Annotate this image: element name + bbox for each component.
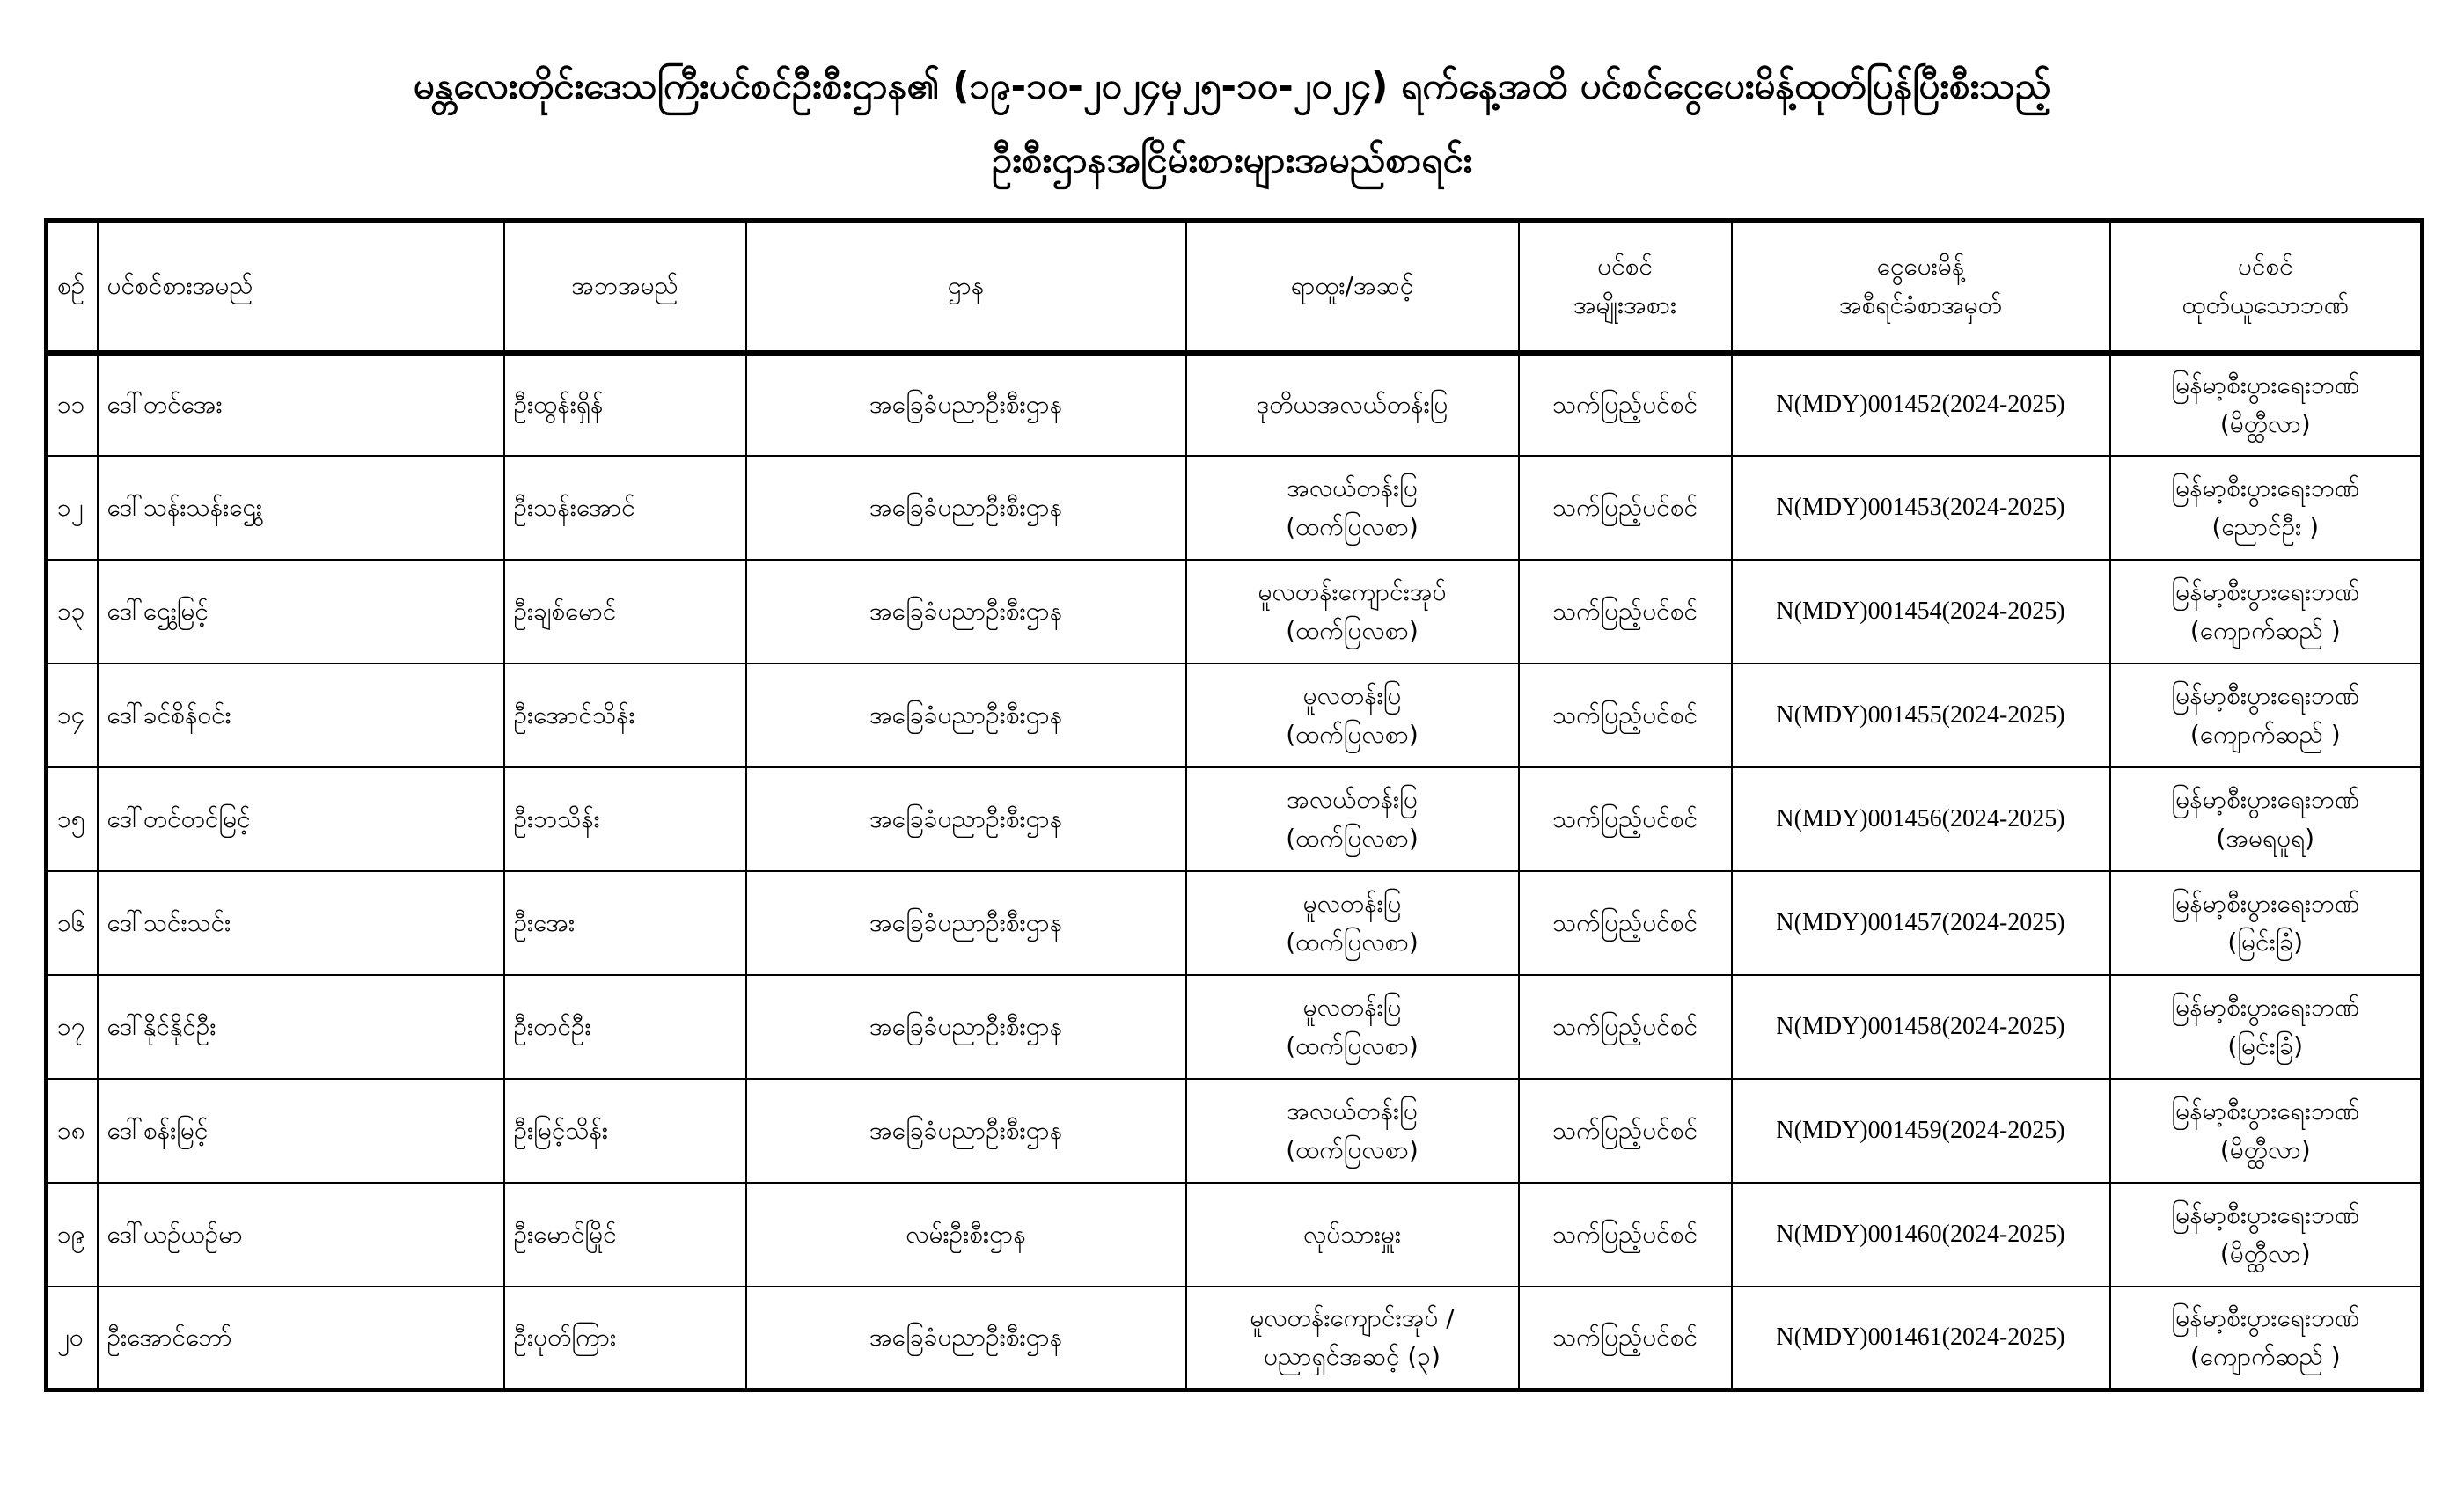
rank-line-1: မူလတန်းပြ [1302, 681, 1402, 711]
father-name: ဦးမောင်မြိုင် [504, 1183, 746, 1287]
rank [1186, 767, 1519, 871]
rank-line-1: အလယ်တန်းပြ [1287, 473, 1418, 503]
bank-name: မြန်မာ့စီးပွားရေးဘဏ် [2171, 370, 2360, 400]
permit-number: N(MDY)001457(2024-2025) [1732, 871, 2110, 975]
table-row [47, 871, 2423, 975]
rank-line-2: (ထက်ပြလစာ) [1286, 824, 1419, 853]
pensioner-name: ဒေါ်ခင်စိန်ဝင်း [98, 664, 504, 767]
bank [2110, 456, 2423, 560]
table-row [47, 1287, 2423, 1390]
header-bank-line-2: ထုတ်ယူသောဘဏ် [2182, 290, 2349, 320]
department: အခြေခံပညာဦးစီးဌာန [746, 664, 1186, 767]
department: လမ်းဦးစီးဌာန [746, 1183, 1186, 1287]
header-no: စဉ် [47, 221, 98, 353]
bank-name: မြန်မာ့စီးပွားရေးဘဏ် [2171, 681, 2360, 711]
rank-line-1: မူလတန်းကျောင်းအုပ် / [1250, 1302, 1455, 1332]
bank-name: မြန်မာ့စီးပွားရေးဘဏ် [2171, 992, 2360, 1022]
row-number: ၁၂ [47, 456, 98, 560]
department: အခြေခံပညာဦးစီးဌာန [746, 353, 1186, 457]
bank-branch: (မိတ္ထီလာ) [2219, 1134, 2311, 1164]
rank-line-2: (ထက်ပြလစာ) [1286, 1134, 1419, 1164]
pensioner-table [44, 218, 2424, 1392]
pension-type: သက်ပြည့်ပင်စင် [1519, 871, 1732, 975]
pension-type: သက်ပြည့်ပင်စင် [1519, 1183, 1732, 1287]
pensioner-name: ဦးအောင်ဘော် [98, 1287, 504, 1390]
permit-number: N(MDY)001456(2024-2025) [1732, 767, 2110, 871]
row-number: ၁၇ [47, 975, 98, 1079]
pensioner-name: ဒေါ်သင်းသင်း [98, 871, 504, 975]
bank [2110, 664, 2423, 767]
department: အခြေခံပညာဦးစီးဌာန [746, 871, 1186, 975]
rank-line-1: အလယ်တန်းပြ [1287, 785, 1418, 814]
pension-type: သက်ပြည့်ပင်စင် [1519, 767, 1732, 871]
permit-number: N(MDY)001458(2024-2025) [1732, 975, 2110, 1079]
father-name: ဦးပုတ်ကြား [504, 1287, 746, 1390]
header-department: ဌာန [746, 221, 1186, 353]
rank-line-1: မူလတန်းပြ [1302, 888, 1402, 918]
header-pension-type-line-1: ပင်စင် [1597, 252, 1653, 282]
rank-line-1: အလယ်တန်းပြ [1287, 1096, 1418, 1126]
department: အခြေခံပညာဦးစီးဌာန [746, 1079, 1186, 1183]
bank-name: မြန်မာ့စီးပွားရေးဘဏ် [2171, 785, 2360, 814]
permit-number: N(MDY)001461(2024-2025) [1732, 1287, 2110, 1390]
bank-branch: (မိတ္ထီလာ) [2219, 409, 2311, 439]
bank-branch: (ညောင်ဦး ) [2211, 512, 2320, 542]
table-row [47, 456, 2423, 560]
department: အခြေခံပညာဦးစီးဌာန [746, 560, 1186, 664]
header-bank-line-1: ပင်စင် [2237, 252, 2293, 282]
pension-type: သက်ပြည့်ပင်စင် [1519, 353, 1732, 457]
department: အခြေခံပညာဦးစီးဌာန [746, 767, 1186, 871]
bank-name: မြန်မာ့စီးပွားရေးဘဏ် [2171, 1199, 2360, 1229]
bank [2110, 975, 2423, 1079]
document-title-line-2: ဦးစီးဌာနအငြိမ်းစားများအမည်စာရင်း [991, 138, 1473, 181]
department: အခြေခံပညာဦးစီးဌာန [746, 975, 1186, 1079]
header-permit-line-1: ငွေပေးမိန့် [1876, 252, 1965, 282]
table-body [47, 353, 2423, 1390]
rank-line-2: (ထက်ပြလစာ) [1286, 927, 1419, 957]
rank-line-2: (ထက်ပြလစာ) [1286, 616, 1419, 646]
rank [1186, 1287, 1519, 1390]
header-pension-type-line-2: အမျိုးအစား [1573, 290, 1677, 320]
row-number: ၁၆ [47, 871, 98, 975]
department: အခြေခံပညာဦးစီးဌာန [746, 1287, 1186, 1390]
table-row [47, 1079, 2423, 1183]
bank [2110, 871, 2423, 975]
row-number: ၁၅ [47, 767, 98, 871]
header-permit-line-2: အစီရင်ခံစာအမှတ် [1838, 290, 2003, 320]
rank [1186, 353, 1519, 457]
rank-line-2: (ထက်ပြလစာ) [1286, 512, 1419, 542]
bank-name: မြန်မာ့စီးပွားရေးဘဏ် [2171, 577, 2360, 607]
bank-branch: (မြင်းခြံ) [2227, 1030, 2304, 1060]
row-number: ၁၈ [47, 1079, 98, 1183]
rank [1186, 664, 1519, 767]
rank [1186, 456, 1519, 560]
row-number: ၁၄ [47, 664, 98, 767]
bank-branch: (ကျောက်ဆည် ) [2189, 616, 2341, 646]
pension-type: သက်ပြည့်ပင်စင် [1519, 560, 1732, 664]
row-number: ၂၀ [47, 1287, 98, 1390]
bank-branch: (ကျောက်ဆည် ) [2189, 1341, 2341, 1371]
rank [1186, 560, 1519, 664]
father-name: ဦးသန်းအောင် [504, 456, 746, 560]
row-number: ၁၉ [47, 1183, 98, 1287]
bank-branch: (အမရပူရ) [2216, 824, 2315, 853]
header-pension-type [1519, 221, 1732, 353]
bank-name: မြန်မာ့စီးပွားရေးဘဏ် [2171, 1096, 2360, 1126]
pension-type: သက်ပြည့်ပင်စင် [1519, 975, 1732, 1079]
bank [2110, 1287, 2423, 1390]
bank-name: မြန်မာ့စီးပွားရေးဘဏ် [2171, 473, 2360, 503]
pensioner-name: ဒေါ်ဌွေးမြင့် [98, 560, 504, 664]
permit-number: N(MDY)001460(2024-2025) [1732, 1183, 2110, 1287]
table-row [47, 767, 2423, 871]
table-row [47, 560, 2423, 664]
rank [1186, 1183, 1519, 1287]
header-name: ပင်စင်စားအမည် [98, 221, 504, 353]
rank-line-2: (ထက်ပြလစာ) [1286, 720, 1419, 750]
father-name: ဦးတင်ဦး [504, 975, 746, 1079]
pensioner-name: ဒေါ်ယဉ်ယဉ်မာ [98, 1183, 504, 1287]
pensioner-name: ဒေါ်တင်တင်မြင့် [98, 767, 504, 871]
pension-type: သက်ပြည့်ပင်စင် [1519, 1287, 1732, 1390]
permit-number: N(MDY)001459(2024-2025) [1732, 1079, 2110, 1183]
father-name: ဦးချစ်မောင် [504, 560, 746, 664]
pensioner-name: ဒေါ်သန်းသန်းဌွေး [98, 456, 504, 560]
rank [1186, 975, 1519, 1079]
table-header-row [47, 221, 2423, 353]
bank [2110, 560, 2423, 664]
header-permit-number [1732, 221, 2110, 353]
table-row [47, 975, 2423, 1079]
rank-line-1: လုပ်သားမှူး [1302, 1219, 1401, 1249]
rank-line-1: ဒုတိယအလယ်တန်းပြ [1256, 390, 1448, 420]
header-bank [2110, 221, 2423, 353]
pension-type: သက်ပြည့်ပင်စင် [1519, 664, 1732, 767]
father-name: ဦးမြင့်သိန်း [504, 1079, 746, 1183]
pensioner-name: ဒေါ်စန်းမြင့် [98, 1079, 504, 1183]
bank-branch: (မိတ္ထီလာ) [2219, 1238, 2311, 1268]
bank-branch: (ကျောက်ဆည် ) [2189, 720, 2341, 750]
pensioner-name: ဒေါ်တင်အေး [98, 353, 504, 457]
bank [2110, 1079, 2423, 1183]
pension-type: သက်ပြည့်ပင်စင် [1519, 456, 1732, 560]
table-row [47, 1183, 2423, 1287]
row-number: ၁၁ [47, 353, 98, 457]
father-name: ဦးဘသိန်း [504, 767, 746, 871]
department: အခြေခံပညာဦးစီးဌာန [746, 456, 1186, 560]
bank-name: မြန်မာ့စီးပွားရေးဘဏ် [2171, 888, 2360, 918]
rank-line-2: ပညာရှင်အဆင့် (၃) [1264, 1341, 1441, 1371]
permit-number: N(MDY)001453(2024-2025) [1732, 456, 2110, 560]
rank-line-1: မူလတန်းကျောင်းအုပ် [1258, 577, 1447, 607]
father-name: ဦးအောင်သိန်း [504, 664, 746, 767]
bank [2110, 767, 2423, 871]
father-name: ဦးထွန်းရှိန် [504, 353, 746, 457]
document-title-line-1: မန္တလေးတိုင်းဒေသကြီးပင်စင်ဦးစီးဌာန၏ (၁၉-၁၀-၂၀၂၄မှ၂၅-၁၀-၂၀၂၄) ရက်နေ့အထိ ပင်စင်ငွေပေးမိန့်ထုတ်ပြန်ပြီးစီးသည့် [413, 64, 2051, 107]
header-father: အဘအမည် [504, 221, 746, 353]
rank-line-2: (ထက်ပြလစာ) [1286, 1030, 1419, 1060]
permit-number: N(MDY)001455(2024-2025) [1732, 664, 2110, 767]
table-row [47, 353, 2423, 457]
table-row [47, 664, 2423, 767]
pensioner-name: ဒေါ်နိုင်နိုင်ဦး [98, 975, 504, 1079]
header-rank: ရာထူး/အဆင့် [1186, 221, 1519, 353]
father-name: ဦးအေး [504, 871, 746, 975]
bank [2110, 1183, 2423, 1287]
bank [2110, 353, 2423, 457]
rank [1186, 871, 1519, 975]
pension-type: သက်ပြည့်ပင်စင် [1519, 1079, 1732, 1183]
bank-name: မြန်မာ့စီးပွားရေးဘဏ် [2171, 1302, 2360, 1332]
row-number: ၁၃ [47, 560, 98, 664]
rank-line-1: မူလတန်းပြ [1302, 992, 1402, 1022]
rank [1186, 1079, 1519, 1183]
permit-number: N(MDY)001452(2024-2025) [1732, 353, 2110, 457]
bank-branch: (မြင်းခြံ) [2227, 927, 2304, 957]
permit-number: N(MDY)001454(2024-2025) [1732, 560, 2110, 664]
